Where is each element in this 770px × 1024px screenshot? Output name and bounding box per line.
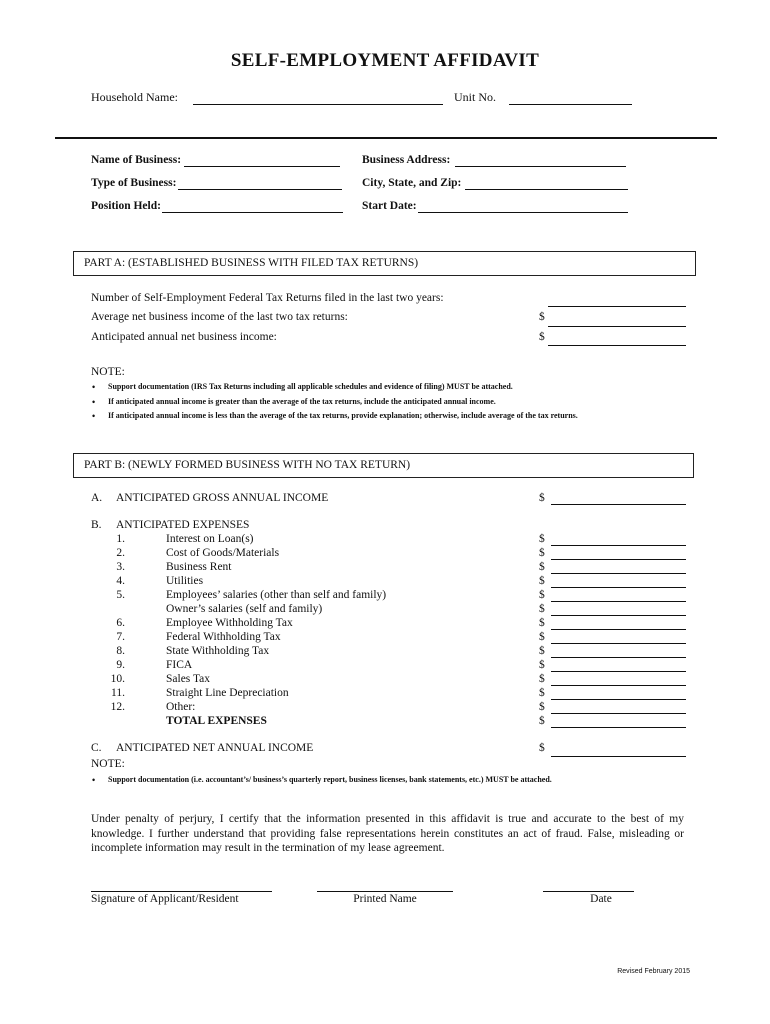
expense-number: 11. xyxy=(111,687,125,699)
expense-label: Cost of Goods/Materials xyxy=(166,547,280,559)
note-item: • Support documentation (i.e. accountant’s/ business’s quarterly report, business licenses, bank statements, etc.) MUST be attached. xyxy=(90,773,552,788)
city-state-zip-field[interactable] xyxy=(465,189,628,190)
city-state-zip-label: City, State, and Zip: xyxy=(362,177,462,189)
part-a-heading: PART A: (ESTABLISHED BUSINESS WITH FILED TAX RETURNS) xyxy=(84,257,419,269)
household-name-field[interactable] xyxy=(193,104,443,105)
dollar-sign: $ xyxy=(539,589,545,601)
revision-date: Revised February 2015 xyxy=(617,968,690,975)
part-b-note-label: NOTE: xyxy=(91,758,125,770)
dollar-sign: $ xyxy=(539,715,545,727)
section-c-letter: C. xyxy=(91,742,102,754)
expense-amount-field[interactable] xyxy=(551,587,686,588)
expense-number: 1. xyxy=(116,533,125,545)
expense-label: Business Rent xyxy=(166,561,232,573)
part-b-heading-box xyxy=(73,453,694,478)
part-a-note-label: NOTE: xyxy=(91,366,125,378)
household-name-label: Household Name: xyxy=(91,90,178,104)
expense-number: 9. xyxy=(116,659,125,671)
tax-returns-count-label: Number of Self-Employment Federal Tax Returns filed in the last two years: xyxy=(91,292,444,304)
business-name-field[interactable] xyxy=(184,166,340,167)
gross-income-field[interactable] xyxy=(551,504,686,505)
expense-amount-field[interactable] xyxy=(551,643,686,644)
expense-amount-field[interactable] xyxy=(551,629,686,630)
start-date-label: Start Date: xyxy=(362,200,417,212)
average-income-field[interactable] xyxy=(548,326,686,327)
expense-amount-field[interactable] xyxy=(551,545,686,546)
expense-number: 8. xyxy=(116,645,125,657)
dollar-sign: $ xyxy=(539,547,545,559)
section-divider xyxy=(55,137,717,139)
business-type-label: Type of Business: xyxy=(91,177,177,189)
note-item: • If anticipated annual income is less than the average of the tax returns, provide explanation; otherwise, include average of the tax returns. xyxy=(90,409,578,424)
unit-no-label: Unit No. xyxy=(454,90,496,104)
expense-amount-field[interactable] xyxy=(551,657,686,658)
note-item: • If anticipated annual income is greater than the average of the tax returns, include the anticipated annual income. xyxy=(90,395,578,410)
expense-amount-field[interactable] xyxy=(551,615,686,616)
page-title: SELF-EMPLOYMENT AFFIDAVIT xyxy=(230,50,540,71)
dollar-sign: $ xyxy=(539,311,545,323)
expense-number: 3. xyxy=(116,561,125,573)
expense-amount-field[interactable] xyxy=(551,559,686,560)
expense-amount-field[interactable] xyxy=(551,573,686,574)
expense-label: Employee Withholding Tax xyxy=(166,617,293,629)
dollar-sign: $ xyxy=(539,645,545,657)
dollar-sign: $ xyxy=(539,603,545,615)
date-field[interactable] xyxy=(543,891,634,892)
dollar-sign: $ xyxy=(539,742,545,754)
printed-name-label: Printed Name xyxy=(353,893,417,905)
business-type-field[interactable] xyxy=(178,189,342,190)
note-item: • Support documentation (IRS Tax Returns including all applicable schedules and evidence of filing) MUST be attached. xyxy=(90,380,578,395)
expense-label: Straight Line Depreciation xyxy=(166,687,289,699)
expense-label: FICA xyxy=(166,659,193,671)
unit-no-field[interactable] xyxy=(509,104,632,105)
part-b-notes xyxy=(90,773,552,788)
part-b-heading: PART B: (NEWLY FORMED BUSINESS WITH NO TAX RETURN) xyxy=(84,459,411,471)
anticipated-income-label: Anticipated annual net business income: xyxy=(91,331,277,343)
printed-name-field[interactable] xyxy=(317,891,453,892)
expense-label: Utilities xyxy=(166,575,204,587)
expense-amount-field[interactable] xyxy=(551,699,686,700)
dollar-sign: $ xyxy=(539,331,545,343)
expense-label: Other: xyxy=(166,701,196,713)
expense-number: 2. xyxy=(116,547,125,559)
dollar-sign: $ xyxy=(539,492,545,504)
dollar-sign: $ xyxy=(539,631,545,643)
dollar-sign: $ xyxy=(539,687,545,699)
expense-number: 10. xyxy=(110,673,125,685)
tax-returns-count-field[interactable] xyxy=(548,306,686,307)
dollar-sign: $ xyxy=(539,617,545,629)
expense-label: TOTAL EXPENSES xyxy=(166,715,267,727)
dollar-sign: $ xyxy=(539,561,545,573)
expense-label: Employees’ salaries (other than self and family) xyxy=(166,589,387,601)
average-income-label: Average net business income of the last two tax returns: xyxy=(91,311,348,323)
position-held-field[interactable] xyxy=(162,212,343,213)
expense-amount-field[interactable] xyxy=(551,685,686,686)
expense-label: State Withholding Tax xyxy=(166,645,270,657)
expense-number: 5. xyxy=(116,589,125,601)
section-a-letter: A. xyxy=(91,492,103,504)
expense-number: 7. xyxy=(116,631,125,643)
gross-income-label: ANTICIPATED GROSS ANNUAL INCOME xyxy=(116,492,329,504)
expense-label: Sales Tax xyxy=(166,673,211,685)
expense-label: Interest on Loan(s) xyxy=(166,533,254,545)
dollar-sign: $ xyxy=(539,659,545,671)
business-name-label: Name of Business: xyxy=(91,154,182,166)
expense-number: 12. xyxy=(110,701,125,713)
expense-amount-field[interactable] xyxy=(551,601,686,602)
anticipated-income-field[interactable] xyxy=(548,345,686,346)
dollar-sign: $ xyxy=(539,701,545,713)
expense-number: 6. xyxy=(116,617,125,629)
applicant-signature-field[interactable] xyxy=(91,891,272,892)
dollar-sign: $ xyxy=(539,673,545,685)
section-b-letter: B. xyxy=(91,519,102,531)
start-date-field[interactable] xyxy=(418,212,628,213)
business-address-label: Business Address: xyxy=(362,154,451,166)
expense-amount-field[interactable] xyxy=(551,713,686,714)
net-income-field[interactable] xyxy=(551,756,686,757)
dollar-sign: $ xyxy=(539,533,545,545)
expense-amount-field[interactable] xyxy=(551,727,686,728)
dollar-sign: $ xyxy=(539,575,545,587)
business-address-field[interactable] xyxy=(455,166,626,167)
expense-label: Owner’s salaries (self and family) xyxy=(166,603,323,615)
expense-number: 4. xyxy=(116,575,125,587)
net-income-label: ANTICIPATED NET ANNUAL INCOME xyxy=(116,742,314,754)
part-a-notes xyxy=(90,380,578,424)
expenses-label: ANTICIPATED EXPENSES xyxy=(116,519,250,531)
applicant-signature-label: Signature of Applicant/Resident xyxy=(91,893,239,905)
expense-label: Federal Withholding Tax xyxy=(166,631,281,643)
part-a-heading-box xyxy=(73,251,696,276)
date-label: Date xyxy=(590,893,612,905)
position-held-label: Position Held: xyxy=(91,200,161,212)
certification-text: Under penalty of perjury, I certify that the information presented in this affidavit is true and accurate to the best of my knowledge. I further understand that providing false representations herein constitutes an act of fraud. False, misleading or incomplete information may result in the termination of my lease agreement. xyxy=(91,813,684,854)
expense-amount-field[interactable] xyxy=(551,671,686,672)
